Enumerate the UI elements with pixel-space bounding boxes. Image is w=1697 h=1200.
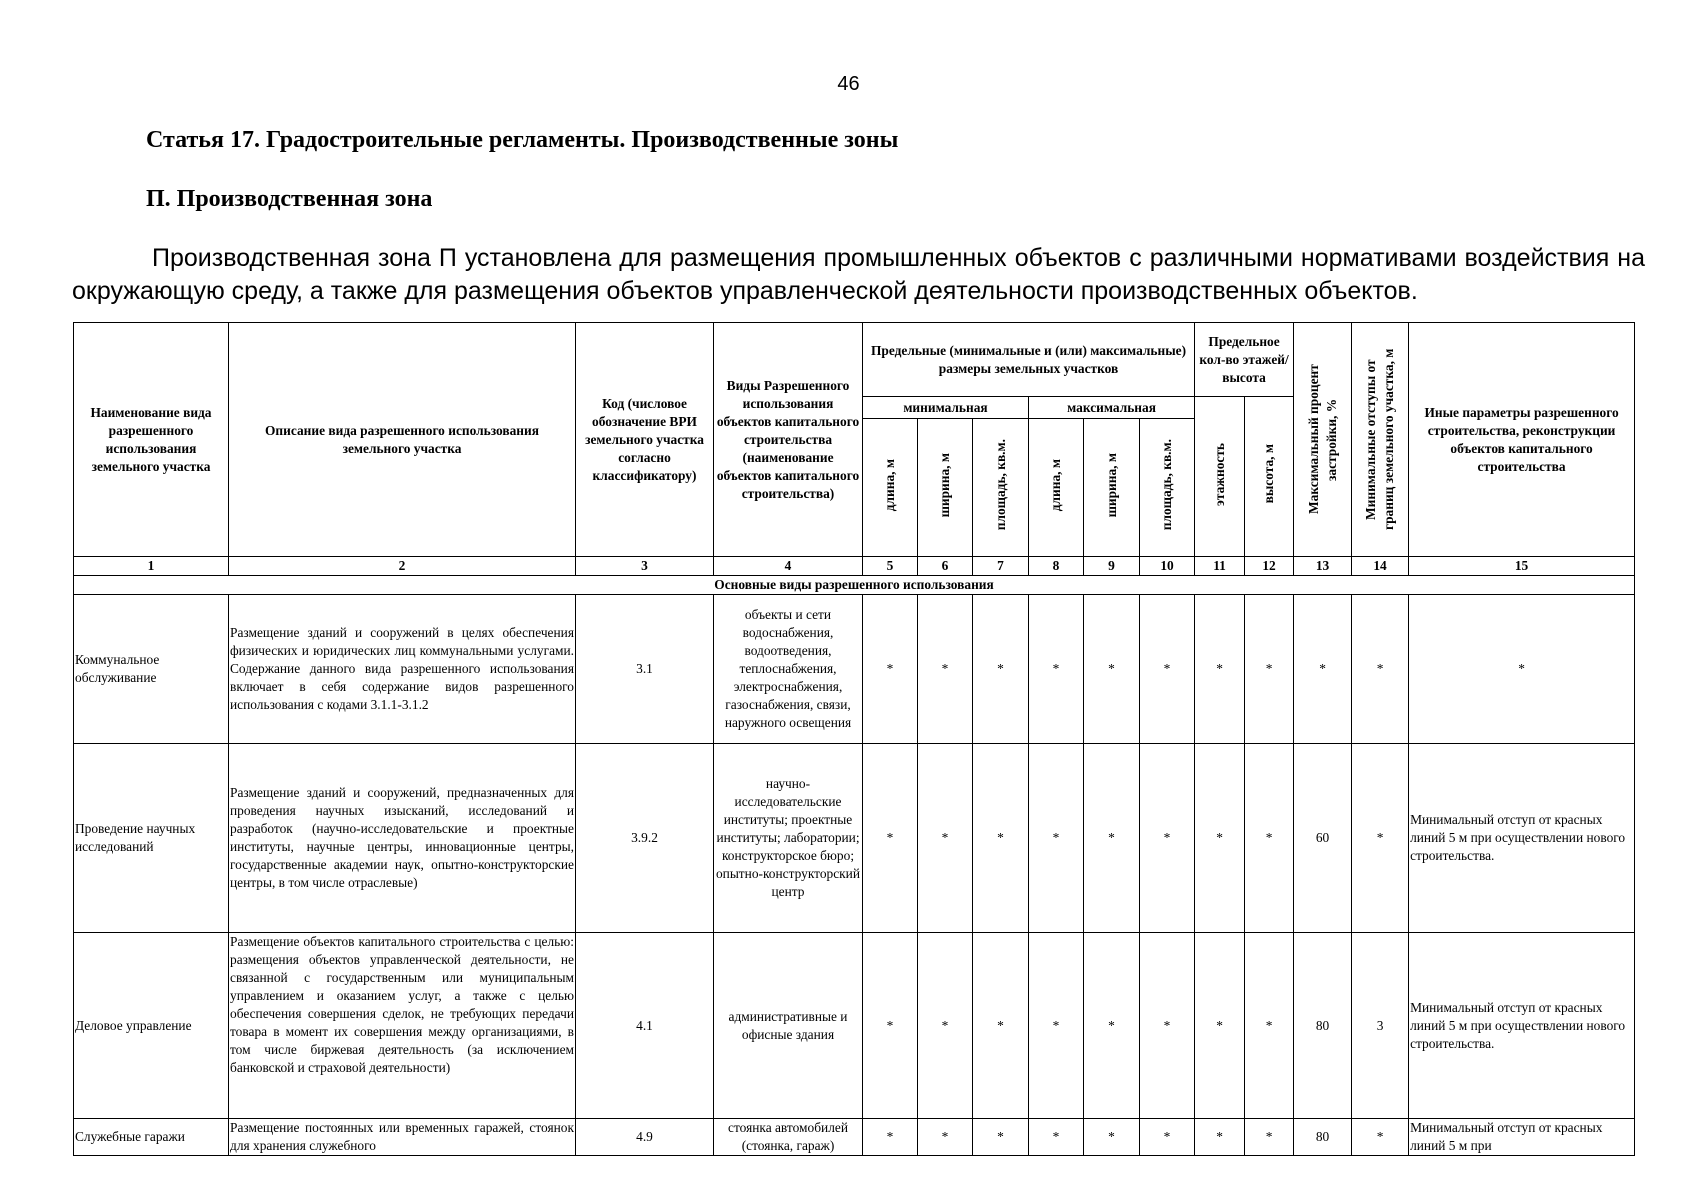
- cell-height: *: [1245, 595, 1294, 744]
- header-maximal: максимальная: [1029, 397, 1195, 419]
- header-floors-group: Предельное кол-во этажей/ высота: [1195, 323, 1294, 397]
- header-name: Наименование вида разрешенного использования земельного участка: [74, 323, 229, 557]
- page-number: 46: [837, 73, 860, 95]
- cell-min-width: *: [918, 933, 973, 1119]
- cell-max-length: *: [1029, 933, 1084, 1119]
- cell-name: Коммунальное обслуживание: [74, 595, 229, 744]
- header-max-percent: Максимальный процент застройки, %: [1294, 323, 1352, 557]
- column-number: 1: [74, 557, 229, 576]
- header-code: Код (числовое обозначение ВРИ земельного участка согласно классификатору): [576, 323, 714, 557]
- header-min-length: длина, м: [863, 419, 918, 557]
- cell-max-percent: 80: [1294, 933, 1352, 1119]
- cell-other: Минимальный отступ от красных линий 5 м при: [1409, 1119, 1635, 1156]
- header-objects: Виды Разрешенного использования объектов капитального строительства (наименование объектов капитального строительства): [714, 323, 863, 557]
- cell-min-length: *: [863, 744, 918, 933]
- column-number: 11: [1195, 557, 1245, 576]
- cell-min-area: *: [973, 595, 1029, 744]
- column-number: 5: [863, 557, 918, 576]
- column-number: 12: [1245, 557, 1294, 576]
- header-max-width: ширина, м: [1084, 419, 1140, 557]
- cell-description: Размещение объектов капитального строительства с целью: размещения объектов управленческой деятельности, не связанной с государственным или муниципальным управлением и оказанием услуг, а также с целью обеспечения совершения сделок, не требующих передачи товара в момент их совершения между организациями, в том числе биржевая деятельность (за исключением банковской и страховой деятельности): [229, 933, 576, 1119]
- cell-max-length: *: [1029, 744, 1084, 933]
- cell-min-width: *: [918, 595, 973, 744]
- cell-floors: *: [1195, 744, 1245, 933]
- header-floors: этажность: [1195, 397, 1245, 557]
- cell-setback: 3: [1352, 933, 1409, 1119]
- cell-code: 3.1: [576, 595, 714, 744]
- column-number: 14: [1352, 557, 1409, 576]
- cell-min-length: *: [863, 595, 918, 744]
- cell-other: Минимальный отступ от красных линий 5 м при осуществлении нового строительства.: [1409, 744, 1635, 933]
- header-min-width: ширина, м: [918, 419, 973, 557]
- header-height: высота, м: [1245, 397, 1294, 557]
- cell-min-length: *: [863, 1119, 918, 1156]
- cell-min-area: *: [973, 744, 1029, 933]
- column-number: 13: [1294, 557, 1352, 576]
- header-min-area: площадь, кв.м.: [973, 419, 1029, 557]
- cell-floors: *: [1195, 933, 1245, 1119]
- cell-setback: *: [1352, 595, 1409, 744]
- section-title: Основные виды разрешенного использования: [74, 576, 1635, 595]
- cell-max-width: *: [1084, 1119, 1140, 1156]
- cell-description: Размещение зданий и сооружений, предназначенных для проведения научных изысканий, исследований и разработок (научно-исследовательские и проектные институты, научные центры, инновационные центры, государственные академии наук, опытно-конструкторские центры, в том числе отраслевые): [229, 744, 576, 933]
- header-description: Описание вида разрешенного использования земельного участка: [229, 323, 576, 557]
- header-minimal: минимальная: [863, 397, 1029, 419]
- cell-height: *: [1245, 1119, 1294, 1156]
- table-row: [74, 933, 1635, 1119]
- regulation-table: [73, 322, 1635, 1156]
- header-other: Иные параметры разрешенного строительства, реконструкции объектов капитального строительства: [1409, 323, 1635, 557]
- cell-objects: стоянка автомобилей (стоянка, гараж): [714, 1119, 863, 1156]
- cell-min-width: *: [918, 744, 973, 933]
- cell-objects: научно-исследовательские институты; проектные институты; лаборатории; конструкторское бюро; опытно-конструкторский центр: [714, 744, 863, 933]
- cell-max-width: *: [1084, 744, 1140, 933]
- zone-title: П. Производственная зона: [146, 186, 433, 212]
- cell-code: 3.9.2: [576, 744, 714, 933]
- header-setbacks: Минимальные отступы от границ земельного участка, м: [1352, 323, 1409, 557]
- cell-code: 4.1: [576, 933, 714, 1119]
- cell-setback: *: [1352, 1119, 1409, 1156]
- cell-description: Размещение зданий и сооружений в целях обеспечения физических и юридических лиц коммунальными услугами. Содержание данного вида разрешенного использования включает в себя содержание видов разрешенного использования с кодами 3.1.1-3.1.2: [229, 595, 576, 744]
- column-number: 3: [576, 557, 714, 576]
- cell-max-percent: *: [1294, 595, 1352, 744]
- cell-name: Деловое управление: [74, 933, 229, 1119]
- column-number: 8: [1029, 557, 1084, 576]
- cell-floors: *: [1195, 595, 1245, 744]
- header-max-area: площадь, кв.м.: [1140, 419, 1195, 557]
- cell-setback: *: [1352, 744, 1409, 933]
- cell-max-percent: 60: [1294, 744, 1352, 933]
- cell-floors: *: [1195, 1119, 1245, 1156]
- column-number: 7: [973, 557, 1029, 576]
- cell-height: *: [1245, 744, 1294, 933]
- table-row: [74, 1119, 1635, 1156]
- cell-name: Служебные гаражи: [74, 1119, 229, 1156]
- cell-code: 4.9: [576, 1119, 714, 1156]
- cell-height: *: [1245, 933, 1294, 1119]
- cell-objects: объекты и сети водоснабжения, водоотведения, теплоснабжения, электроснабжения, газоснабжения, связи, наружного освещения: [714, 595, 863, 744]
- column-number: 15: [1409, 557, 1635, 576]
- cell-max-width: *: [1084, 595, 1140, 744]
- column-number: 4: [714, 557, 863, 576]
- cell-max-length: *: [1029, 595, 1084, 744]
- intro-paragraph: Производственная зона П установлена для размещения промышленных объектов с различными нормативами воздействия на окружающую среду, а также для размещения объектов управленческой деятельности производственных объектов.: [72, 244, 1645, 305]
- cell-max-area: *: [1140, 744, 1195, 933]
- column-numbers-row: [74, 557, 1635, 576]
- cell-max-length: *: [1029, 1119, 1084, 1156]
- cell-objects: административные и офисные здания: [714, 933, 863, 1119]
- header-max-length: длина, м: [1029, 419, 1084, 557]
- header-limits: Предельные (минимальные и (или) максимальные) размеры земельных участков: [863, 323, 1195, 397]
- cell-other: Минимальный отступ от красных линий 5 м при осуществлении нового строительства.: [1409, 933, 1635, 1119]
- column-number: 9: [1084, 557, 1140, 576]
- cell-min-area: *: [973, 1119, 1029, 1156]
- cell-max-percent: 80: [1294, 1119, 1352, 1156]
- column-number: 10: [1140, 557, 1195, 576]
- cell-other: *: [1409, 595, 1635, 744]
- cell-max-area: *: [1140, 595, 1195, 744]
- cell-description: Размещение постоянных или временных гаражей, стоянок для хранения служебного: [229, 1119, 576, 1156]
- cell-max-width: *: [1084, 933, 1140, 1119]
- cell-max-area: *: [1140, 933, 1195, 1119]
- column-number: 6: [918, 557, 973, 576]
- table-row: [74, 595, 1635, 744]
- table-row: [74, 744, 1635, 933]
- cell-min-area: *: [973, 933, 1029, 1119]
- cell-min-length: *: [863, 933, 918, 1119]
- article-title: Статья 17. Градостроительные регламенты. Производственные зоны: [146, 127, 899, 153]
- cell-min-width: *: [918, 1119, 973, 1156]
- cell-max-area: *: [1140, 1119, 1195, 1156]
- cell-name: Проведение научных исследований: [74, 744, 229, 933]
- column-number: 2: [229, 557, 576, 576]
